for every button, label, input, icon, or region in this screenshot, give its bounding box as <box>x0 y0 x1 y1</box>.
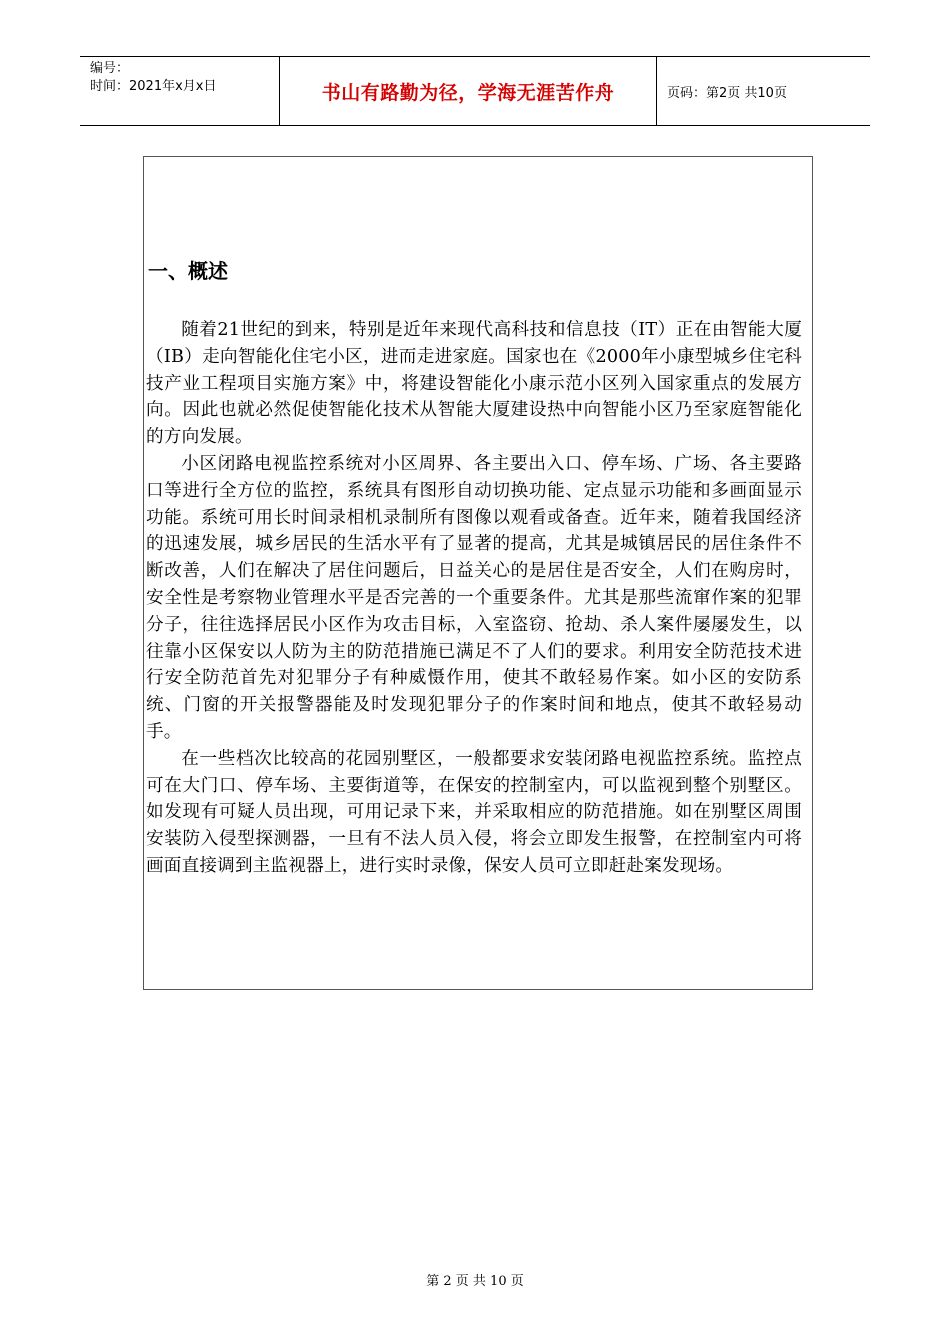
paragraph: 在一些档次比较高的花园别墅区，一般都要求安装闭路电视监控系统。监控点可在大门口、停车场、主要街道等，在保安的控制室内，可以监视到整个别墅区。如发现有可疑人员出现，可用记录下来，并采取相应的防范措施。如在别墅区周围安装防入侵型探测器，一旦有不法人员入侵，将会立即发生报警，在控制室内可将画面直接调到主监视器上，进行实时录像，保安人员可立即赶赴案发现场。 <box>146 748 802 876</box>
header-motto: 书山有路勤为径，学海无涯苦作舟 <box>280 57 657 125</box>
paragraph: 小区闭路电视监控系统对小区周界、各主要出入口、停车场、广场、各主要路口等进行全方位的监控，系统具有图形自动切换功能、定点显示功能和多画面显示功能。系统可用长时间录相机录制所有图像以观看或备查。近年来，随着我国经济的迅速发展，城乡居民的生活水平有了显著的提高，尤其是城镇居民的居住条件不断改善，人们在解决了居住问题后，日益关心的是居住是否安全，人们在购房时，安全性是考察物业管理水平是否完善的一个重要条件。尤其是那些流窜作案的犯罪分子，往往选择居民小区作为攻击目标，入室盗窃、抢劫、杀人案件屡屡发生，以往靠小区保安以人防为主的防范措施已满足不了人们的要求。利用安全防范技术进行安全防范首先对犯罪分子有种威慑作用，使其不敢轻易作案。如小区的安防系统、门窗的开关报警器能及时发现犯罪分子的作案时间和地点，使其不敢轻易动手。 <box>146 453 802 742</box>
section-title: 一、概述 <box>148 259 228 283</box>
header-meta <box>80 57 280 125</box>
paragraph: 随着21世纪的到来，特别是近年来现代高科技和信息技（IT）正在由智能大厦（IB）走向智能化住宅小区，进而走进家庭。国家也在《2000年小康型城乡住宅科技产业工程项目实施方案》中，将建设智能化小康示范小区列入国家重点的发展方向。因此也就必然促使智能化技术从智能大厦建设热中向智能小区乃至家庭智能化的方向发展。 <box>146 320 802 448</box>
page-footer: 第 2 页 共 10 页 <box>426 1274 524 1289</box>
document-date: 时间：2021年x月x日 <box>90 79 217 94</box>
page-header <box>80 56 870 126</box>
section-body <box>146 317 802 880</box>
header-page-number: 页码：第2页 共10页 <box>667 85 787 101</box>
document-number-label: 编号： <box>90 61 130 76</box>
content-frame <box>143 156 813 990</box>
